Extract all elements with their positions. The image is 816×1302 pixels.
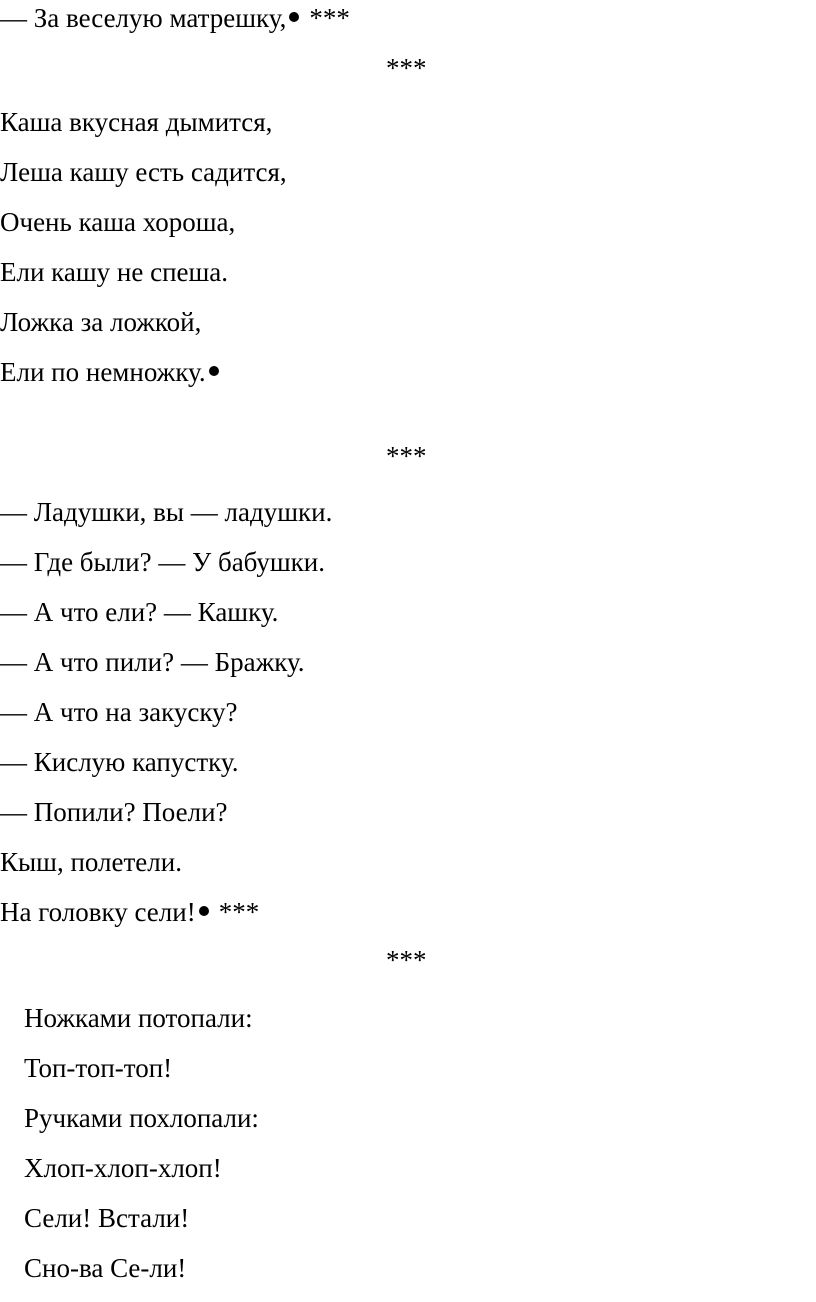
poem-line: Леша кашу есть садится, (0, 157, 287, 187)
stanza-separator: *** (386, 53, 427, 83)
poem-line: Топ-топ-топ! (24, 1053, 173, 1083)
inline-separator: *** (309, 3, 350, 33)
stanza-separator: *** (386, 945, 427, 975)
poem-line (0, 356, 219, 388)
poem-line: — А что ели? — Кашку. (0, 597, 279, 627)
poem-line: Ручками похлопали: (24, 1103, 259, 1133)
poem-line: Хлоп-хлоп-хлоп! (24, 1153, 222, 1183)
poem-line (0, 2, 350, 34)
poem-line: — А что на закуску? (0, 697, 238, 727)
poem-line: Каша вкусная дымится, (0, 107, 273, 137)
poem-line: Ели кашу не спеша. (0, 257, 229, 287)
poem-line: Ножками потопали: (24, 1003, 253, 1033)
poem-line: Сно-ва Се-ли! (24, 1253, 187, 1283)
stanza-separator: *** (386, 441, 427, 471)
inline-separator: *** (218, 897, 260, 927)
poem-line: Ложка за ложкой, (0, 307, 202, 337)
poem-line: — Попили? Поели? (0, 797, 228, 827)
bullet-dot (199, 906, 209, 916)
poem-line: — Кислую капустку. (0, 747, 239, 777)
line-text: На головку сели! (0, 897, 196, 927)
bullet-dot (289, 12, 299, 22)
poem-line: Сели! Встали! (24, 1203, 190, 1233)
line-text: — За веселую матрешку, (0, 3, 287, 33)
poem-line: Очень каша хороша, (0, 207, 236, 237)
poem-line: — А что пили? — Бражку. (0, 647, 305, 677)
line-text: Ели по немножку. (0, 357, 206, 387)
poem-line: — Где были? — У бабушки. (0, 547, 325, 577)
bullet-dot (209, 366, 219, 376)
poem-line (0, 896, 259, 928)
poem-line: Кыш, полетели. (0, 847, 182, 877)
poem-line: — Ладушки, вы — ладушки. (0, 497, 333, 527)
